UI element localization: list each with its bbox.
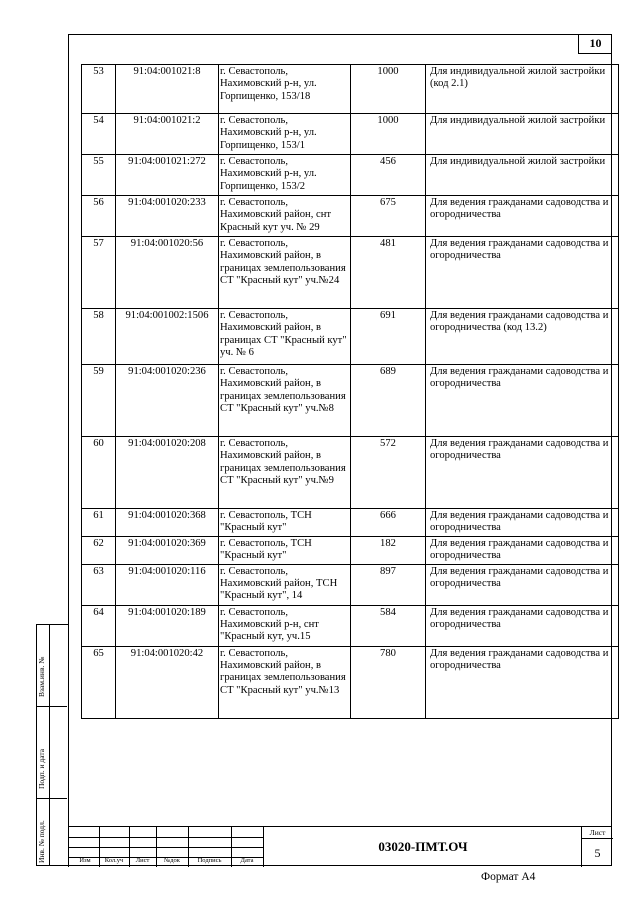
cadastral-number: 91:04:001021:272: [116, 155, 219, 196]
stamp-header-data: Дата: [240, 857, 254, 864]
permitted-use: Для ведения гражданами садоводства и огородничества: [426, 365, 619, 437]
parcel-address: г. Севастополь, ТСН "Красный кут": [219, 509, 351, 537]
parcel-address: г. Севастополь, ТСН "Красный кут": [219, 536, 351, 564]
parcel-address: г. Севастополь, Нахимовский район, в границах СТ "Красный кут" уч. № 6: [219, 309, 351, 365]
parcel-area: 456: [351, 155, 426, 196]
cadastral-number: 91:04:001021:2: [116, 114, 219, 155]
cadastral-number: 91:04:001020:189: [116, 605, 219, 646]
table-row: [82, 646, 619, 718]
permitted-use: Для индивидуальной жилой застройки: [426, 155, 619, 196]
stamp-header-kol: Кол.уч: [104, 857, 124, 864]
row-number: 65: [82, 646, 116, 718]
sheet-number: 5: [594, 846, 601, 860]
side-row-inv-vzam: [37, 625, 67, 707]
table-row: [82, 309, 619, 365]
parcel-address: г. Севастополь, Нахимовский район, в границах землепользования СТ "Красный кут" уч.№8: [219, 365, 351, 437]
row-number: 56: [82, 196, 116, 237]
parcel-address: г. Севастополь, Нахимовский р-н, ул. Горпищенко, 153/1: [219, 114, 351, 155]
permitted-use: Для ведения гражданами садоводства и огородничества: [426, 437, 619, 509]
permitted-use: Для ведения гражданами садоводства и огородничества: [426, 646, 619, 718]
parcel-address: г. Севастополь, Нахимовский район, в границах землепользования СТ "Красный кут" уч.№24: [219, 237, 351, 309]
parcel-area: 780: [351, 646, 426, 718]
parcel-area: 897: [351, 564, 426, 605]
cadastral-number: 91:04:001021:8: [116, 65, 219, 114]
row-number: 61: [82, 509, 116, 537]
table-row: [82, 437, 619, 509]
stamp-header-ndok: №док: [164, 857, 180, 864]
row-number: 58: [82, 309, 116, 365]
cadastral-number: 91:04:001020:42: [116, 646, 219, 718]
cadastral-number: 91:04:001020:233: [116, 196, 219, 237]
side-row-inv-podl: [37, 799, 67, 865]
table-row: [82, 509, 619, 537]
permitted-use: Для ведения гражданами садоводства и огородничества: [426, 605, 619, 646]
format-label: Формат А4: [481, 871, 536, 883]
revision-grid: [68, 827, 263, 867]
document-code: 03020-ПМТ.ОЧ: [263, 827, 582, 867]
parcel-area: 691: [351, 309, 426, 365]
side-row-podp-data: [37, 707, 67, 799]
row-number: 64: [82, 605, 116, 646]
parcel-area: 182: [351, 536, 426, 564]
page-number: 10: [578, 34, 612, 54]
permitted-use: Для ведения гражданами садоводства и огородничества: [426, 564, 619, 605]
parcel-address: г. Севастополь, Нахимовский район, в границах землепользования СТ "Красный кут" уч.№13: [219, 646, 351, 718]
parcel-area: 675: [351, 196, 426, 237]
binding-strip: [36, 624, 68, 866]
permitted-use: Для ведения гражданами садоводства и огородничества: [426, 237, 619, 309]
cadastral-number: 91:04:001020:368: [116, 509, 219, 537]
permitted-use: Для ведения гражданами садоводства и огородничества: [426, 536, 619, 564]
permitted-use: Для индивидуальной жилой застройки: [426, 114, 619, 155]
parcel-address: г. Севастополь, Нахимовский р-н, ул. Горпищенко, 153/18: [219, 65, 351, 114]
title-block: [68, 826, 612, 866]
table-row: [82, 155, 619, 196]
permitted-use: Для индивидуальной жилой застройки (код 2.1): [426, 65, 619, 114]
parcel-area: 572: [351, 437, 426, 509]
parcel-area: 1000: [351, 114, 426, 155]
side-label-inv-vzam: Взам.инв. №: [37, 656, 46, 697]
parcel-area: 689: [351, 365, 426, 437]
parcel-address: г. Севастополь, Нахимовский р-н, снт "Красный кут, уч.15: [219, 605, 351, 646]
table-row: [82, 536, 619, 564]
table-row: [82, 365, 619, 437]
row-number: 53: [82, 65, 116, 114]
stamp-header-list: Лист: [135, 857, 150, 864]
cadastral-number: 91:04:001020:116: [116, 564, 219, 605]
parcel-area: 584: [351, 605, 426, 646]
parcel-area: 1000: [351, 65, 426, 114]
permitted-use: Для ведения гражданами садоводства и огородничества: [426, 196, 619, 237]
parcel-area: 481: [351, 237, 426, 309]
parcel-address: г. Севастополь, Нахимовский район, ТСН "Красный кут", 14: [219, 564, 351, 605]
cadastral-number: 91:04:001020:369: [116, 536, 219, 564]
row-number: 62: [82, 536, 116, 564]
permitted-use: Для ведения гражданами садоводства и огородничества (код 13.2): [426, 309, 619, 365]
row-number: 63: [82, 564, 116, 605]
parcel-address: г. Севастополь, Нахимовский район, снт Красный кут уч. № 29: [219, 196, 351, 237]
row-number: 57: [82, 237, 116, 309]
cadastral-number: 91:04:001002:1506: [116, 309, 219, 365]
table-row: [82, 564, 619, 605]
sheet-label: Лист: [582, 827, 613, 839]
parcel-address: г. Севастополь, Нахимовский район, в границах землепользования СТ "Красный кут" уч.№9: [219, 437, 351, 509]
sheet-cell: [581, 827, 613, 867]
parcel-address: г. Севастополь, Нахимовский р-н, ул. Горпищенко, 153/2: [219, 155, 351, 196]
table-row: [82, 65, 619, 114]
table-row: [82, 237, 619, 309]
parcel-area: 666: [351, 509, 426, 537]
permitted-use: Для ведения гражданами садоводства и огородничества: [426, 509, 619, 537]
stamp-header-izm: Изм: [79, 857, 91, 864]
stamp-header-podp: Подпись: [197, 857, 222, 864]
side-label-podp-data: Подп. и дата: [37, 748, 46, 789]
cadastral-number: 91:04:001020:56: [116, 237, 219, 309]
row-number: 54: [82, 114, 116, 155]
side-label-inv-podl: Инв. № подл.: [37, 820, 46, 863]
row-number: 59: [82, 365, 116, 437]
cadastral-number: 91:04:001020:208: [116, 437, 219, 509]
row-number: 60: [82, 437, 116, 509]
parcel-table: [81, 64, 619, 719]
row-number: 55: [82, 155, 116, 196]
table-row: [82, 196, 619, 237]
cadastral-number: 91:04:001020:236: [116, 365, 219, 437]
table-row: [82, 114, 619, 155]
table-row: [82, 605, 619, 646]
